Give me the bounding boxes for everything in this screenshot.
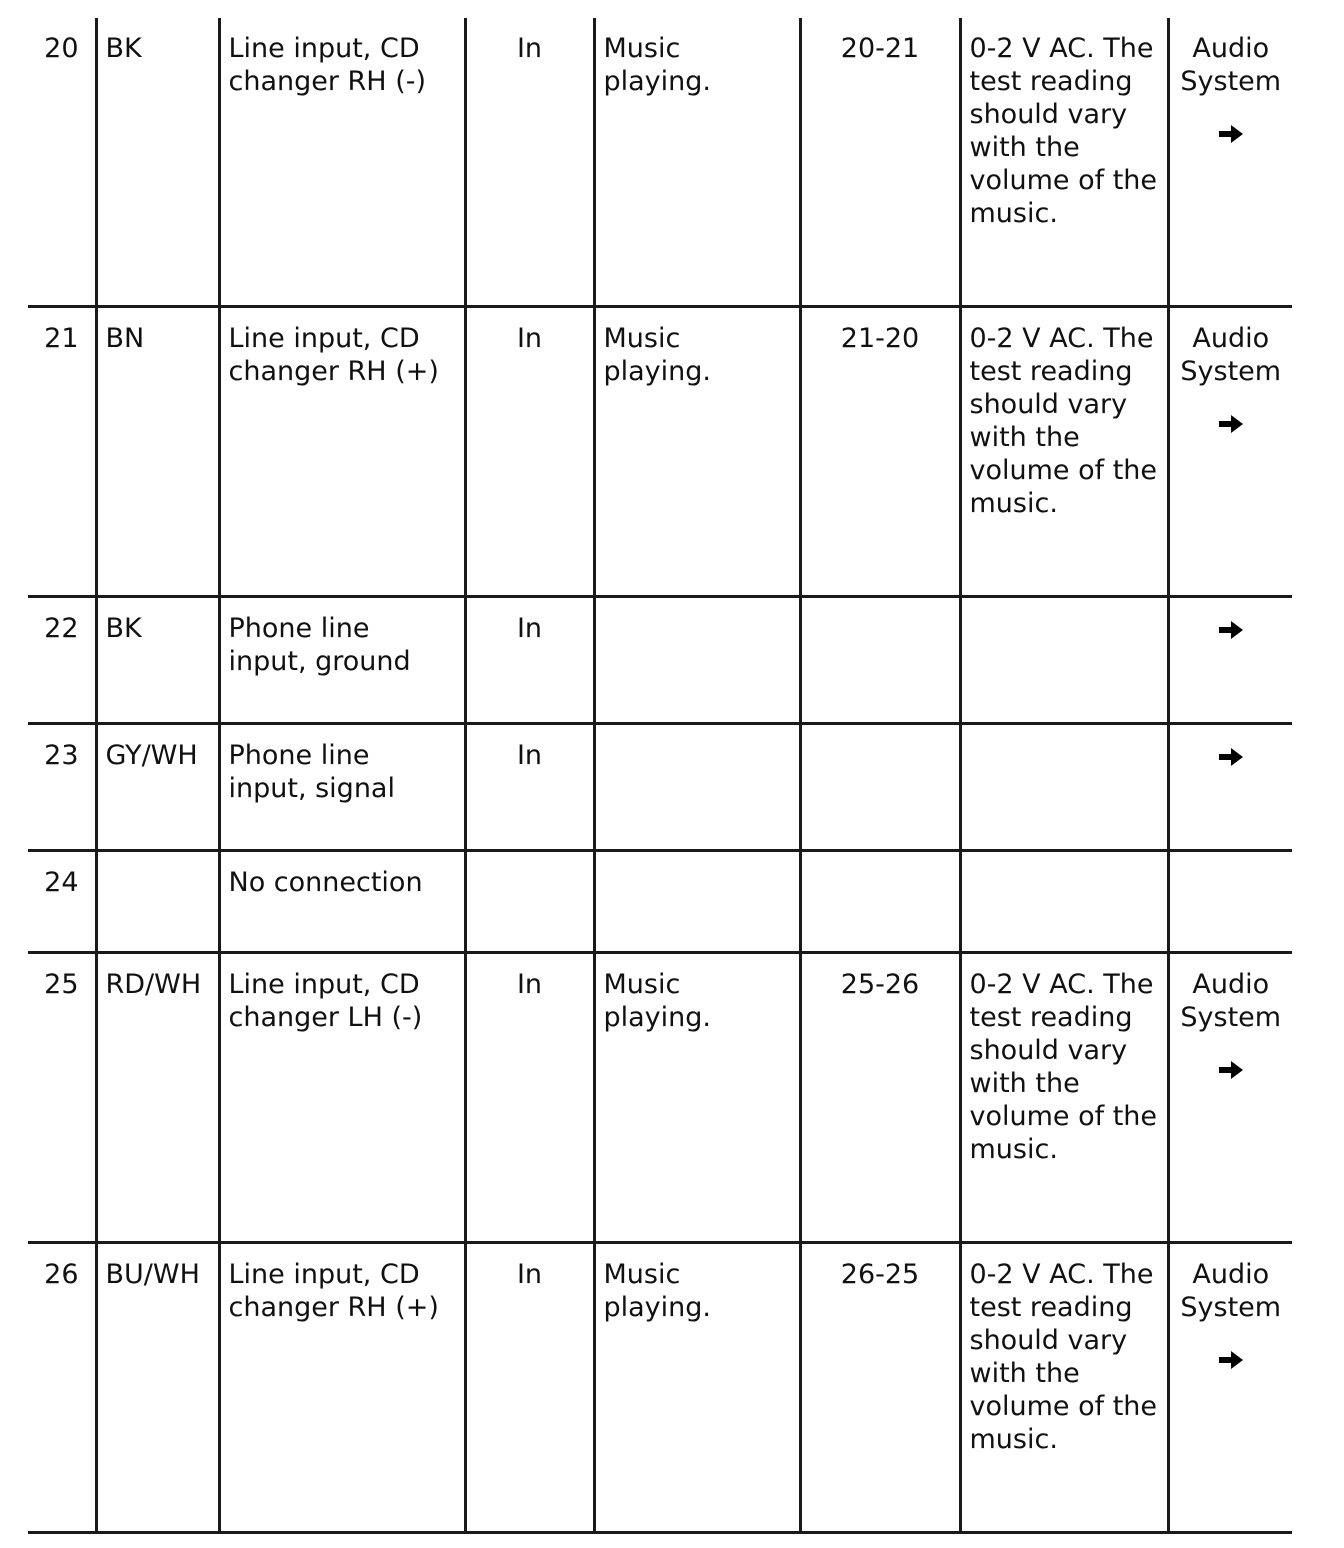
table-row	[28, 18, 1292, 307]
pin-description: Line input, CD changer RH (+)	[219, 307, 465, 597]
reference-link[interactable]	[1168, 597, 1292, 724]
reference-link-label: Audio System	[1180, 969, 1282, 1033]
expected-value	[960, 851, 1168, 953]
expected-value: 0-2 V AC. The test reading should vary with the volume of the music.	[960, 18, 1168, 307]
pin-description: Phone line input, signal	[219, 724, 465, 851]
right-arrow-icon[interactable]	[1172, 1052, 1291, 1085]
test-condition	[594, 597, 800, 724]
reference-link[interactable]	[1168, 18, 1292, 307]
reference-link-label: Audio System	[1180, 33, 1282, 97]
wire-color: BN	[96, 307, 219, 597]
right-arrow-icon[interactable]	[1172, 116, 1291, 149]
test-pins	[800, 724, 960, 851]
test-condition: Music playing.	[594, 953, 800, 1243]
test-pins: 21-20	[800, 307, 960, 597]
table-row	[28, 851, 1292, 953]
test-condition: Music playing.	[594, 307, 800, 597]
reference-link[interactable]	[1168, 724, 1292, 851]
reference-link[interactable]	[1168, 953, 1292, 1243]
pin-description: Phone line input, ground	[219, 597, 465, 724]
test-pins	[800, 597, 960, 724]
test-pins: 20-21	[800, 18, 960, 307]
right-arrow-icon[interactable]	[1172, 612, 1291, 645]
signal-direction: In	[465, 597, 594, 724]
test-condition	[594, 724, 800, 851]
test-condition: Music playing.	[594, 18, 800, 307]
table-row	[28, 307, 1292, 597]
test-condition	[594, 851, 800, 953]
pin-number: 20	[28, 18, 96, 307]
signal-direction: In	[465, 1243, 594, 1533]
expected-value	[960, 597, 1168, 724]
pin-number: 23	[28, 724, 96, 851]
wire-color: BU/WH	[96, 1243, 219, 1533]
pin-description: Line input, CD changer LH (-)	[219, 953, 465, 1243]
pin-description: No connection	[219, 851, 465, 953]
right-arrow-icon[interactable]	[1172, 406, 1291, 439]
expected-value: 0-2 V AC. The test reading should vary with the volume of the music.	[960, 1243, 1168, 1533]
test-pins	[800, 851, 960, 953]
signal-direction: In	[465, 18, 594, 307]
right-arrow-icon[interactable]	[1172, 739, 1291, 772]
table-row	[28, 597, 1292, 724]
pin-description: Line input, CD changer RH (-)	[219, 18, 465, 307]
reference-link-label: Audio System	[1180, 323, 1282, 387]
reference-link	[1168, 851, 1292, 953]
reference-link-label: Audio System	[1180, 1259, 1282, 1323]
table-row	[28, 953, 1292, 1243]
pin-number: 24	[28, 851, 96, 953]
right-arrow-icon[interactable]	[1172, 1342, 1291, 1375]
signal-direction	[465, 851, 594, 953]
wire-color: RD/WH	[96, 953, 219, 1243]
test-pins: 25-26	[800, 953, 960, 1243]
pin-number: 22	[28, 597, 96, 724]
pin-number: 25	[28, 953, 96, 1243]
wire-color: GY/WH	[96, 724, 219, 851]
pin-number: 21	[28, 307, 96, 597]
pinout-sheet	[28, 18, 1292, 1534]
table-row	[28, 1243, 1292, 1533]
connector-pinout-table	[28, 18, 1292, 1534]
table-row	[28, 724, 1292, 851]
wire-color	[96, 851, 219, 953]
wire-color: BK	[96, 18, 219, 307]
signal-direction: In	[465, 307, 594, 597]
pin-description: Line input, CD changer RH (+)	[219, 1243, 465, 1533]
reference-link[interactable]	[1168, 1243, 1292, 1533]
expected-value: 0-2 V AC. The test reading should vary with the volume of the music.	[960, 307, 1168, 597]
pin-number: 26	[28, 1243, 96, 1533]
reference-link[interactable]	[1168, 307, 1292, 597]
wire-color: BK	[96, 597, 219, 724]
expected-value: 0-2 V AC. The test reading should vary with the volume of the music.	[960, 953, 1168, 1243]
test-pins: 26-25	[800, 1243, 960, 1533]
signal-direction: In	[465, 953, 594, 1243]
test-condition: Music playing.	[594, 1243, 800, 1533]
signal-direction: In	[465, 724, 594, 851]
expected-value	[960, 724, 1168, 851]
